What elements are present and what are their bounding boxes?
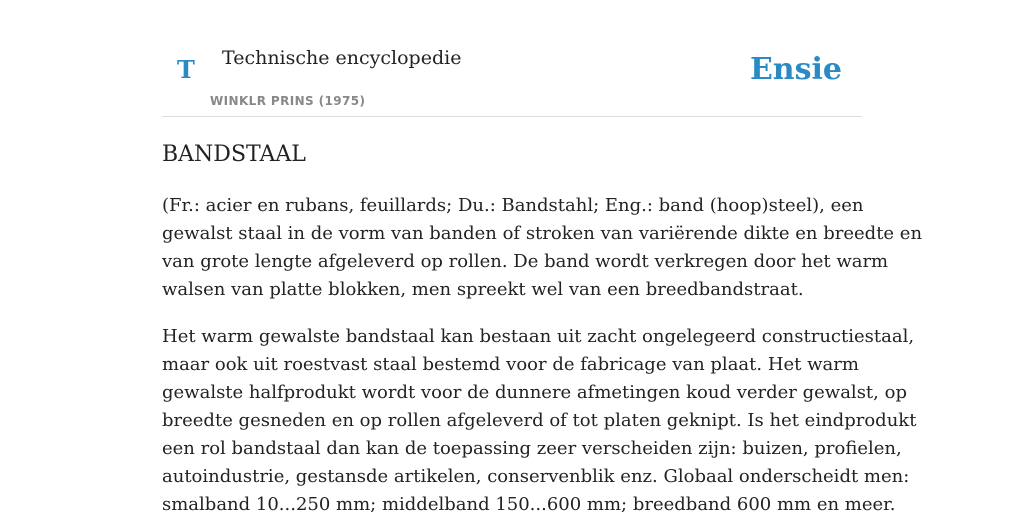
article-title: BANDSTAAL [162,142,306,167]
site-logo[interactable]: Ensie [749,52,842,87]
article-paragraph [162,323,917,512]
paragraph-line: walsen van platte blokken, men spreekt wel van een breedbandstraat. [162,279,804,300]
paragraph-line: autoindustrie, gestansde artikelen, conservenblik enz. Globaal onderscheidt men: [162,466,910,487]
paragraph-line: smalband 10...250 mm; middelband 150...600 mm; breedband 600 mm en meer. [162,494,896,512]
book-title[interactable]: Technische encyclopedie [222,47,462,69]
book-logo[interactable]: T [177,55,195,84]
article-paragraph [162,192,923,304]
paragraph-line: gewalst staal in de vorm van banden of stroken van variërende dikte en breedte en [162,223,923,244]
paragraph-line: een rol bandstaal dan kan de toepassing zeer verscheiden zijn: buizen, profielen, [162,438,902,459]
book-source[interactable]: WINKLR PRINS (1975) [210,94,366,108]
paragraph-line: van grote lengte afgeleverd op rollen. De band wordt verkregen door het warm [162,251,889,272]
paragraph-line: (Fr.: acier en rubans, feuillards; Du.: Bandstahl; Eng.: band (hoop)steel), een [162,195,864,216]
paragraph-line: breedte gesneden en op rollen afgeleverd of tot platen geknipt. Is het eindprodukt [162,410,917,431]
paragraph-line: gewalste halfprodukt wordt voor de dunnere afmetingen koud verder gewalst, op [162,382,907,403]
paragraph-line: Het warm gewalste bandstaal kan bestaan uit zacht ongelegeerd constructiestaal, [162,326,915,347]
page-header [162,0,862,117]
paragraph-line: maar ook uit roestvast staal bestemd voor de fabricage van plaat. Het warm [162,354,859,375]
